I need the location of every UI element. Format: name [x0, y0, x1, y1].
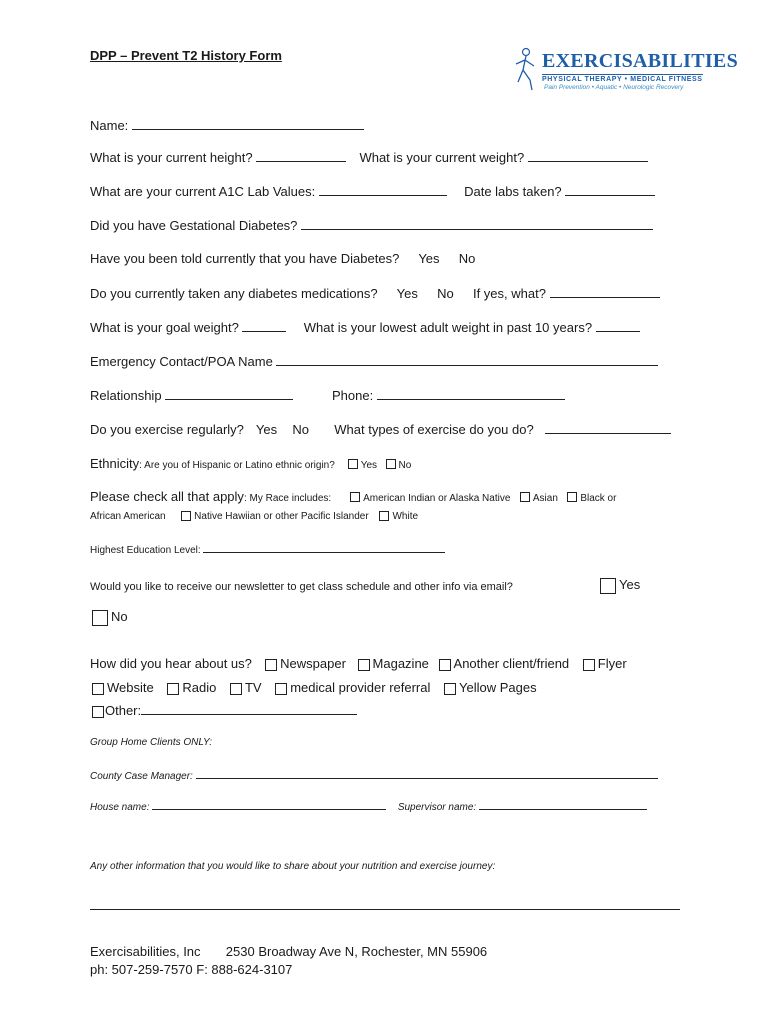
supervisor-label: Supervisor name: [397, 802, 477, 813]
ethnicity-no-label: No [398, 460, 412, 471]
exercise-types-label: What types of exercise do you do? [334, 422, 534, 437]
race-intro: : My Race includes: [243, 493, 332, 504]
exercise-no[interactable]: No [292, 422, 310, 437]
height-field[interactable] [256, 149, 346, 162]
exercise-yes[interactable]: Yes [255, 422, 278, 437]
form-title: DPP – Prevent T2 History Form [90, 48, 282, 63]
race-african-american-label: African American [90, 511, 166, 522]
hear-radio-checkbox[interactable] [167, 683, 179, 695]
runner-figure-icon [510, 46, 540, 94]
exercise-types-field[interactable] [545, 421, 671, 434]
race-white-checkbox[interactable] [379, 511, 389, 521]
hear-provider-referral-checkbox[interactable] [275, 683, 287, 695]
phone-label: Phone: [332, 388, 374, 403]
race-black-label: Black or [580, 493, 617, 504]
race-pacific-islander-label: Native Hawiian or other Pacific Islander [194, 511, 369, 522]
footer-phone-fax: ph: 507-259-7570 F: 888-624-3107 [90, 962, 293, 977]
medications-label: Do you currently taken any diabetes medications? [90, 286, 378, 301]
logo-name: EXERCISABILITIES [542, 50, 738, 72]
hear-row-2 [92, 680, 537, 695]
supervisor-field[interactable] [479, 799, 647, 810]
hear-other-row [92, 702, 357, 718]
hear-flyer-label: Flyer [597, 656, 627, 671]
other-info-label: Any other information that you would like to share about your nutrition and exercise journey: [90, 861, 496, 872]
if-yes-label: If yes, what? [472, 286, 546, 301]
newsletter-no-checkbox[interactable] [92, 610, 108, 626]
medications-field[interactable] [550, 285, 660, 298]
hear-other-label: Other: [105, 703, 142, 718]
relationship-field[interactable] [165, 387, 293, 400]
case-manager-row [90, 768, 658, 782]
education-field[interactable] [203, 542, 445, 553]
hear-newspaper-label: Newspaper [280, 656, 346, 671]
a1c-row [90, 183, 655, 199]
other-info-field[interactable] [90, 909, 680, 910]
hear-client-friend-checkbox[interactable] [439, 659, 451, 671]
hear-radio-label: Radio [182, 680, 217, 695]
hear-website-checkbox[interactable] [92, 683, 104, 695]
house-name-row [90, 799, 647, 813]
gestational-field[interactable] [301, 217, 653, 230]
hear-website-label: Website [107, 680, 154, 695]
hear-tv-checkbox[interactable] [230, 683, 242, 695]
emergency-field[interactable] [276, 353, 658, 366]
lowest-weight-label: What is your lowest adult weight in past 10 years? [303, 320, 593, 335]
newsletter-yes-row [600, 577, 640, 594]
case-manager-field[interactable] [196, 768, 658, 779]
phone-field[interactable] [377, 387, 565, 400]
gestational-label: Did you have Gestational Diabetes? [90, 218, 298, 233]
ethnicity-no-checkbox[interactable] [386, 459, 396, 469]
gestational-row [90, 217, 653, 233]
newsletter-question: Would you like to receive our newsletter to get class schedule and other info via email? [90, 581, 513, 593]
medications-yes[interactable]: Yes [396, 286, 418, 301]
told-diabetes-yes[interactable]: Yes [418, 251, 440, 266]
ethnicity-row [90, 455, 411, 473]
race-label: Please check all that apply [90, 489, 244, 504]
hear-flyer-checkbox[interactable] [583, 659, 595, 671]
emergency-label: Emergency Contact/POA Name [90, 354, 273, 369]
goal-weight-row [90, 319, 640, 335]
hear-magazine-label: Magazine [372, 656, 429, 671]
race-american-indian-checkbox[interactable] [350, 492, 360, 502]
footer-line-1 [90, 944, 487, 959]
race-row-2 [90, 511, 418, 522]
race-pacific-islander-checkbox[interactable] [181, 511, 191, 521]
logo-tagline: Pain Prevention • Aquatic • Neurologic Recovery [544, 84, 684, 91]
hear-question: How did you hear about us? [90, 656, 252, 671]
hear-magazine-checkbox[interactable] [358, 659, 370, 671]
newsletter-yes-checkbox[interactable] [600, 578, 616, 594]
case-manager-label: County Case Manager: [90, 771, 193, 782]
told-diabetes-no[interactable]: No [458, 251, 476, 266]
education-label: Highest Education Level: [90, 545, 201, 556]
education-row [90, 542, 445, 556]
hear-yellow-pages-label: Yellow Pages [459, 680, 537, 695]
name-label: Name: [90, 118, 129, 133]
ethnicity-label: Ethnicity [90, 456, 140, 471]
told-diabetes-label: Have you been told currently that you have Diabetes? [90, 251, 400, 266]
goal-weight-label: What is your goal weight? [90, 320, 239, 335]
hear-other-field[interactable] [141, 702, 357, 715]
height-label: What is your current height? [90, 150, 253, 165]
newsletter-no-label: No [111, 609, 128, 624]
hear-client-friend-label: Another client/friend [453, 656, 570, 671]
lowest-weight-field[interactable] [596, 319, 640, 332]
hear-row-1 [90, 656, 627, 671]
hear-tv-label: TV [244, 680, 262, 695]
hear-other-checkbox[interactable] [92, 706, 104, 718]
race-american-indian-label: American Indian or Alaska Native [363, 493, 511, 504]
race-white-label: White [392, 511, 419, 522]
medications-row [90, 285, 660, 301]
footer-address: 2530 Broadway Ave N, Rochester, MN 55906 [225, 944, 488, 959]
house-name-field[interactable] [152, 799, 386, 810]
hear-newspaper-checkbox[interactable] [265, 659, 277, 671]
company-logo [510, 44, 738, 96]
footer-company: Exercisabilities, Inc [90, 944, 201, 959]
exercise-regularly-label: Do you exercise regularly? [90, 422, 244, 437]
exercise-row [90, 421, 671, 437]
race-asian-checkbox[interactable] [520, 492, 530, 502]
told-diabetes-row [90, 251, 475, 266]
date-labs-field[interactable] [565, 183, 655, 196]
ethnicity-question: : Are you of Hispanic or Latino ethnic origin? [139, 460, 335, 471]
name-field[interactable] [132, 117, 364, 130]
weight-field[interactable] [528, 149, 648, 162]
relationship-row [90, 387, 293, 403]
weight-label: What is your current weight? [359, 150, 525, 165]
race-row-1 [90, 488, 616, 506]
phone-row [332, 387, 565, 403]
goal-weight-field[interactable] [242, 319, 286, 332]
group-home-title: Group Home Clients ONLY: [90, 737, 213, 748]
hear-yellow-pages-checkbox[interactable] [444, 683, 456, 695]
house-name-label: House name: [90, 802, 150, 813]
ethnicity-yes-checkbox[interactable] [348, 459, 358, 469]
name-row [90, 117, 364, 133]
logo-subtitle: PHYSICAL THERAPY • MEDICAL FITNESS [542, 76, 703, 83]
newsletter-yes-label: Yes [619, 577, 641, 592]
date-labs-label: Date labs taken? [464, 184, 562, 199]
a1c-label: What are your current A1C Lab Values: [90, 184, 316, 199]
emergency-row [90, 353, 658, 369]
race-black-checkbox[interactable] [567, 492, 577, 502]
height-weight-row [90, 149, 648, 165]
race-asian-label: Asian [532, 493, 558, 504]
hear-provider-referral-label: medical provider referral [290, 680, 431, 695]
newsletter-no-row [92, 609, 128, 626]
a1c-field[interactable] [319, 183, 447, 196]
ethnicity-yes-label: Yes [360, 460, 378, 471]
relationship-label: Relationship [90, 388, 162, 403]
medications-no[interactable]: No [437, 286, 454, 301]
